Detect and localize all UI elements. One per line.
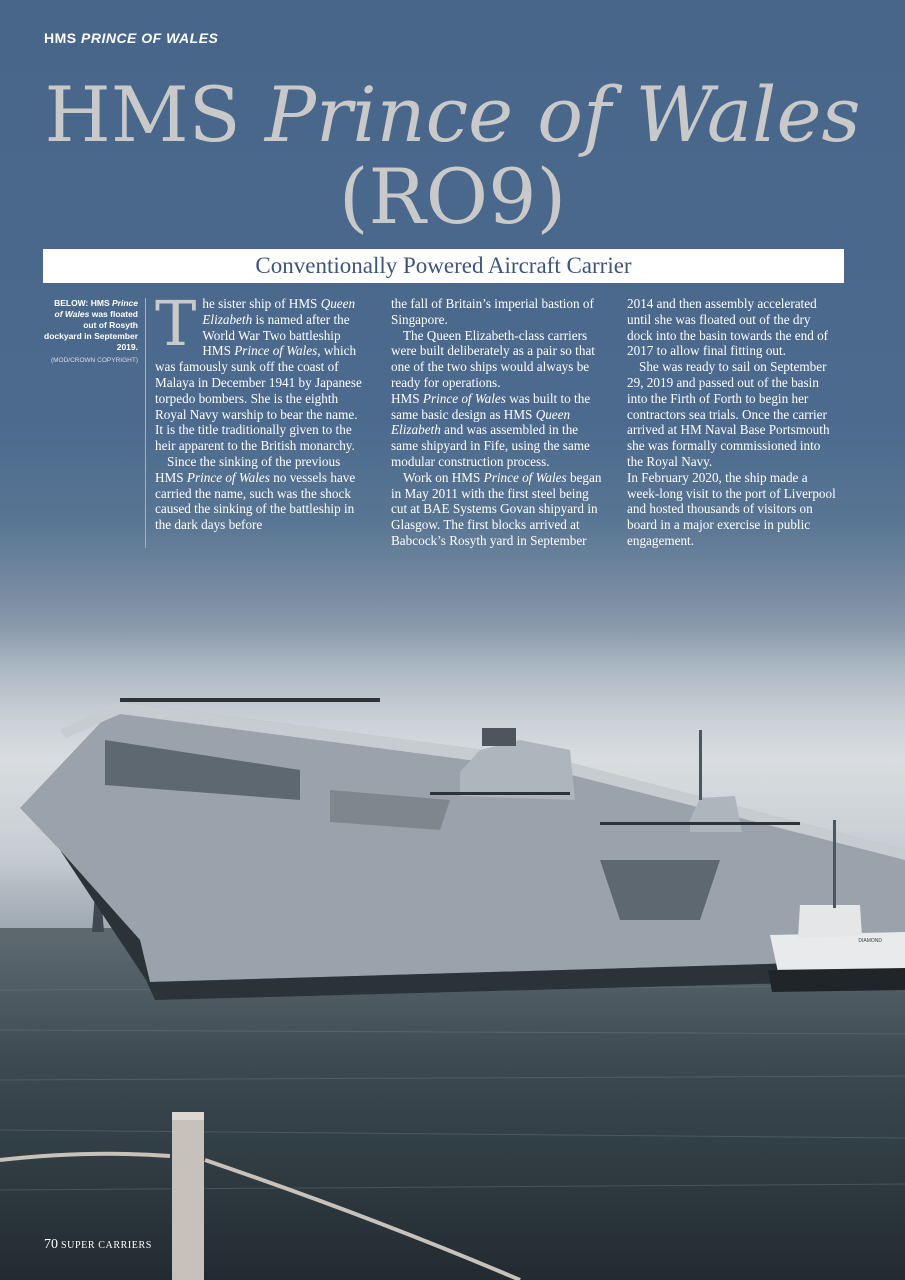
article-column-3 (627, 296, 839, 549)
text-run: Since the sinking of the previous HMS (155, 453, 341, 485)
article-column-1 (155, 287, 367, 533)
text-run-italic: Queen Elizabeth (391, 406, 571, 438)
article-column-2 (391, 296, 603, 549)
text-run: no vessels have carried the name, such was the shock caused the sinking of the battleship in the dark days before (155, 469, 356, 533)
paragraph (391, 470, 603, 549)
paragraph: In February 2020, the ship made a week-long visit to the port of Liverpool and hosted thousands of visitors on board in a major exercise in public engagement. (627, 469, 836, 548)
title-pennant-number: (RO9) (338, 152, 567, 241)
photo-caption (44, 298, 138, 366)
title-prefix: HMS (44, 70, 265, 159)
caption-ship: Prince of Wales (54, 298, 138, 319)
caption-divider (145, 298, 146, 548)
paragraph: She was ready to sail on September 29, 2019 and passed out of the basin into the Firth of Forth to begin her contractors sea trials. Once the carrier arrived at HM Naval Base Portsmouth she was formally commissioned into the Royal Navy. (627, 359, 830, 469)
subtitle-band (43, 249, 844, 283)
text-run: began in May 2011 with the first steel being cut at BAE Systems Govan shipyard in Glasgow. The first blocks arrived at Babcock’s Rosyth yard in September (391, 469, 602, 548)
tug-name-marking: DIAMOND (858, 938, 882, 944)
text-run: he sister ship of HMS (202, 296, 321, 311)
text-run: was built to the same basic design as HMS (391, 390, 591, 422)
title-ship-name: Prince of Wales (264, 70, 861, 159)
running-head-ship-name: PRINCE OF WALES (81, 30, 219, 46)
text-run-italic: Prince of Wales (234, 343, 318, 359)
paragraph (155, 454, 367, 533)
paragraph: The Queen Elizabeth-class carriers were built deliberately as a pair so that one of the two ships would always be ready for operations. (391, 327, 595, 390)
caption-lead: BELOW: HMS (54, 298, 112, 308)
page-title (0, 70, 905, 241)
paragraph (155, 287, 367, 454)
caption-text: was floated out of Rosyth dockyard in September 2019. (44, 309, 139, 352)
paragraph: 2014 and then assembly accelerated until she was floated out of the dry dock into the basin towards the end of 2017 to allow final fitting out. (627, 296, 829, 359)
running-head-prefix: HMS (44, 30, 81, 46)
paragraph (391, 391, 603, 470)
text-run: HMS (391, 390, 423, 406)
text-run: is named after the World War Two battleship HMS (202, 311, 350, 359)
caption-credit: (MOD/CROWN COPYRIGHT) (50, 357, 138, 364)
text-run: Work on HMS (403, 469, 484, 485)
running-head (44, 30, 218, 46)
page-number: 70 (44, 1237, 58, 1252)
text-run-italic: Queen Elizabeth (202, 296, 356, 327)
text-run-italic: Prince of Wales (483, 469, 567, 485)
subtitle: Conventionally Powered Aircraft Carrier (255, 253, 632, 278)
publication-name: SUPER CARRIERS (61, 1240, 152, 1251)
carrier-photo (0, 560, 905, 1280)
text-run: and was assembled in the same shipyard in Fife, using the same modular construction process. (391, 422, 590, 469)
drop-cap: T (155, 287, 197, 360)
text-run-italic: Prince of Wales (186, 469, 270, 485)
paragraph: the fall of Britain’s imperial bastion of Singapore. (391, 296, 594, 327)
text-run-italic: Prince of Wales (422, 390, 506, 406)
text-run: , which was famously sunk off the coast of Malaya in December 1941 by Japanese torpedo bombers. She is the eighth Royal Navy warship to bear the name. It is the title traditionally given to the heir apparent to the British monarchy. (155, 343, 362, 454)
page-folio (44, 1237, 152, 1253)
